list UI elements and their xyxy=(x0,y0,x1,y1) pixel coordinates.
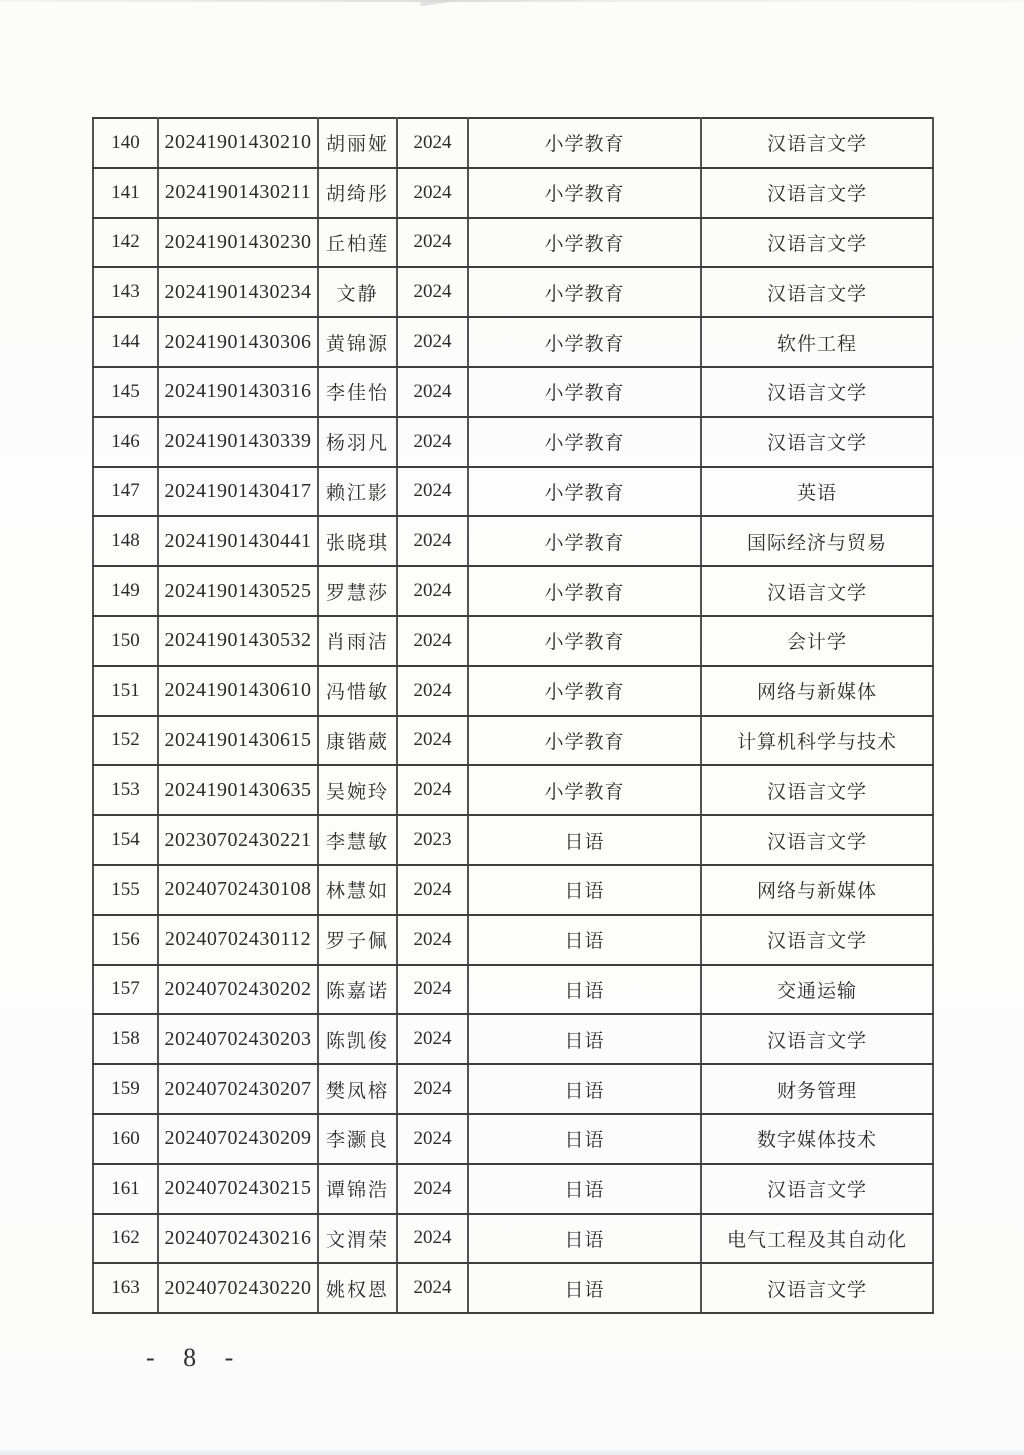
cell-student-id: 20241901430441 xyxy=(158,516,318,566)
table-row xyxy=(93,616,933,666)
cell-original-major: 计算机科学与技术 xyxy=(701,716,933,766)
cell-year: 2024 xyxy=(397,965,468,1015)
cell-year: 2024 xyxy=(397,1164,468,1214)
cell-seq: 142 xyxy=(93,218,158,268)
cell-seq: 143 xyxy=(93,267,158,317)
cell-name: 肖雨洁 xyxy=(318,616,397,666)
cell-seq: 159 xyxy=(93,1064,158,1114)
cell-original-major: 汉语言文学 xyxy=(701,218,933,268)
scan-top-edge-artifact xyxy=(0,0,1024,2)
cell-seq: 148 xyxy=(93,516,158,566)
cell-major: 日语 xyxy=(468,1114,701,1164)
cell-original-major: 汉语言文学 xyxy=(701,765,933,815)
table-row xyxy=(93,1014,933,1064)
table-row xyxy=(93,168,933,218)
cell-student-id: 20241901430211 xyxy=(158,168,318,218)
cell-major: 日语 xyxy=(468,1214,701,1264)
cell-original-major: 汉语言文学 xyxy=(701,1164,933,1214)
table-row xyxy=(93,765,933,815)
cell-seq: 162 xyxy=(93,1214,158,1264)
scan-blemish-artifact xyxy=(420,0,454,6)
cell-year: 2024 xyxy=(397,218,468,268)
cell-student-id: 20230702430221 xyxy=(158,815,318,865)
cell-year: 2024 xyxy=(397,417,468,467)
table-row xyxy=(93,317,933,367)
table-row xyxy=(93,915,933,965)
cell-student-id: 20241901430306 xyxy=(158,317,318,367)
cell-major: 日语 xyxy=(468,815,701,865)
table-row xyxy=(93,467,933,517)
cell-seq: 152 xyxy=(93,716,158,766)
cell-major: 小学教育 xyxy=(468,516,701,566)
cell-student-id: 20240702430203 xyxy=(158,1014,318,1064)
student-roster-table xyxy=(92,117,934,1314)
cell-original-major: 网络与新媒体 xyxy=(701,865,933,915)
cell-major: 小学教育 xyxy=(468,566,701,616)
cell-year: 2023 xyxy=(397,815,468,865)
cell-name: 胡丽娅 xyxy=(318,118,397,168)
cell-original-major: 国际经济与贸易 xyxy=(701,516,933,566)
cell-major: 小学教育 xyxy=(468,218,701,268)
table-row xyxy=(93,1064,933,1114)
cell-original-major: 财务管理 xyxy=(701,1064,933,1114)
page-number: - 8 - xyxy=(146,1343,243,1372)
cell-year: 2024 xyxy=(397,716,468,766)
cell-original-major: 汉语言文学 xyxy=(701,815,933,865)
cell-original-major: 汉语言文学 xyxy=(701,168,933,218)
cell-year: 2024 xyxy=(397,267,468,317)
cell-name: 李灏良 xyxy=(318,1114,397,1164)
cell-seq: 153 xyxy=(93,765,158,815)
cell-student-id: 20241901430339 xyxy=(158,417,318,467)
cell-year: 2024 xyxy=(397,367,468,417)
cell-name: 姚权恩 xyxy=(318,1263,397,1313)
cell-original-major: 汉语言文学 xyxy=(701,566,933,616)
roster-body xyxy=(93,118,933,1313)
cell-major: 小学教育 xyxy=(468,666,701,716)
cell-seq: 149 xyxy=(93,566,158,616)
table-row xyxy=(93,218,933,268)
cell-seq: 161 xyxy=(93,1164,158,1214)
cell-original-major: 汉语言文学 xyxy=(701,1014,933,1064)
cell-student-id: 20241901430234 xyxy=(158,267,318,317)
cell-name: 冯惜敏 xyxy=(318,666,397,716)
cell-major: 小学教育 xyxy=(468,118,701,168)
cell-major: 日语 xyxy=(468,865,701,915)
cell-student-id: 20240702430202 xyxy=(158,965,318,1015)
table-row xyxy=(93,1263,933,1313)
cell-seq: 160 xyxy=(93,1114,158,1164)
cell-major: 小学教育 xyxy=(468,467,701,517)
cell-name: 丘柏莲 xyxy=(318,218,397,268)
cell-major: 小学教育 xyxy=(468,417,701,467)
cell-year: 2024 xyxy=(397,865,468,915)
cell-seq: 147 xyxy=(93,467,158,517)
scan-bottom-edge-artifact xyxy=(0,1450,1024,1455)
cell-name: 吴婉玲 xyxy=(318,765,397,815)
cell-seq: 141 xyxy=(93,168,158,218)
cell-major: 小学教育 xyxy=(468,168,701,218)
cell-seq: 155 xyxy=(93,865,158,915)
cell-original-major: 交通运输 xyxy=(701,965,933,1015)
cell-name: 陈凯俊 xyxy=(318,1014,397,1064)
cell-name: 樊凤榕 xyxy=(318,1064,397,1114)
cell-year: 2024 xyxy=(397,1114,468,1164)
table-row xyxy=(93,566,933,616)
cell-name: 赖江影 xyxy=(318,467,397,517)
cell-name: 陈嘉诺 xyxy=(318,965,397,1015)
cell-student-id: 20240702430112 xyxy=(158,915,318,965)
cell-major: 日语 xyxy=(468,965,701,1015)
table-row xyxy=(93,118,933,168)
cell-name: 谭锦浩 xyxy=(318,1164,397,1214)
cell-name: 张晓琪 xyxy=(318,516,397,566)
cell-student-id: 20241901430316 xyxy=(158,367,318,417)
cell-major: 小学教育 xyxy=(468,267,701,317)
cell-seq: 144 xyxy=(93,317,158,367)
cell-original-major: 汉语言文学 xyxy=(701,118,933,168)
cell-original-major: 软件工程 xyxy=(701,317,933,367)
cell-year: 2024 xyxy=(397,118,468,168)
table-row xyxy=(93,815,933,865)
cell-year: 2024 xyxy=(397,1014,468,1064)
cell-student-id: 20240702430220 xyxy=(158,1263,318,1313)
cell-major: 日语 xyxy=(468,915,701,965)
cell-major: 小学教育 xyxy=(468,367,701,417)
cell-original-major: 电气工程及其自动化 xyxy=(701,1214,933,1264)
cell-seq: 157 xyxy=(93,965,158,1015)
table-row xyxy=(93,1214,933,1264)
cell-original-major: 汉语言文学 xyxy=(701,417,933,467)
cell-original-major: 网络与新媒体 xyxy=(701,666,933,716)
cell-year: 2024 xyxy=(397,616,468,666)
cell-original-major: 汉语言文学 xyxy=(701,915,933,965)
cell-seq: 150 xyxy=(93,616,158,666)
cell-student-id: 20241901430417 xyxy=(158,467,318,517)
cell-year: 2024 xyxy=(397,1214,468,1264)
cell-student-id: 20240702430216 xyxy=(158,1214,318,1264)
cell-name: 罗子佩 xyxy=(318,915,397,965)
cell-major: 小学教育 xyxy=(468,716,701,766)
cell-student-id: 20241901430230 xyxy=(158,218,318,268)
cell-student-id: 20240702430209 xyxy=(158,1114,318,1164)
cell-seq: 151 xyxy=(93,666,158,716)
table-row xyxy=(93,417,933,467)
cell-original-major: 汉语言文学 xyxy=(701,267,933,317)
cell-year: 2024 xyxy=(397,915,468,965)
cell-seq: 140 xyxy=(93,118,158,168)
cell-student-id: 20241901430532 xyxy=(158,616,318,666)
cell-year: 2024 xyxy=(397,666,468,716)
cell-student-id: 20241901430635 xyxy=(158,765,318,815)
cell-original-major: 汉语言文学 xyxy=(701,367,933,417)
cell-student-id: 20240702430215 xyxy=(158,1164,318,1214)
cell-student-id: 20241901430610 xyxy=(158,666,318,716)
table-row xyxy=(93,716,933,766)
cell-major: 日语 xyxy=(468,1014,701,1064)
cell-seq: 146 xyxy=(93,417,158,467)
cell-major: 日语 xyxy=(468,1164,701,1214)
cell-original-major: 数字媒体技术 xyxy=(701,1114,933,1164)
cell-name: 李慧敏 xyxy=(318,815,397,865)
table-row xyxy=(93,267,933,317)
cell-year: 2024 xyxy=(397,516,468,566)
cell-name: 罗慧莎 xyxy=(318,566,397,616)
cell-student-id: 20240702430108 xyxy=(158,865,318,915)
cell-year: 2024 xyxy=(397,317,468,367)
cell-year: 2024 xyxy=(397,168,468,218)
table-row xyxy=(93,516,933,566)
cell-name: 林慧如 xyxy=(318,865,397,915)
cell-original-major: 会计学 xyxy=(701,616,933,666)
cell-seq: 158 xyxy=(93,1014,158,1064)
cell-original-major: 英语 xyxy=(701,467,933,517)
cell-student-id: 20240702430207 xyxy=(158,1064,318,1114)
cell-seq: 163 xyxy=(93,1263,158,1313)
cell-major: 日语 xyxy=(468,1263,701,1313)
cell-student-id: 20241901430615 xyxy=(158,716,318,766)
cell-student-id: 20241901430210 xyxy=(158,118,318,168)
cell-year: 2024 xyxy=(397,1064,468,1114)
cell-name: 胡绮彤 xyxy=(318,168,397,218)
cell-year: 2024 xyxy=(397,566,468,616)
cell-year: 2024 xyxy=(397,1263,468,1313)
table-row xyxy=(93,865,933,915)
cell-student-id: 20241901430525 xyxy=(158,566,318,616)
cell-name: 文静 xyxy=(318,267,397,317)
table-row xyxy=(93,666,933,716)
cell-name: 康锴葳 xyxy=(318,716,397,766)
cell-major: 日语 xyxy=(468,1064,701,1114)
cell-seq: 154 xyxy=(93,815,158,865)
table-row xyxy=(93,965,933,1015)
table-row xyxy=(93,367,933,417)
cell-name: 黄锦源 xyxy=(318,317,397,367)
cell-major: 小学教育 xyxy=(468,765,701,815)
cell-year: 2024 xyxy=(397,467,468,517)
table-row xyxy=(93,1164,933,1214)
cell-name: 文渭荣 xyxy=(318,1214,397,1264)
cell-year: 2024 xyxy=(397,765,468,815)
cell-major: 小学教育 xyxy=(468,317,701,367)
cell-seq: 156 xyxy=(93,915,158,965)
cell-name: 杨羽凡 xyxy=(318,417,397,467)
table-row xyxy=(93,1114,933,1164)
cell-original-major: 汉语言文学 xyxy=(701,1263,933,1313)
cell-seq: 145 xyxy=(93,367,158,417)
cell-name: 李佳怡 xyxy=(318,367,397,417)
cell-major: 小学教育 xyxy=(468,616,701,666)
